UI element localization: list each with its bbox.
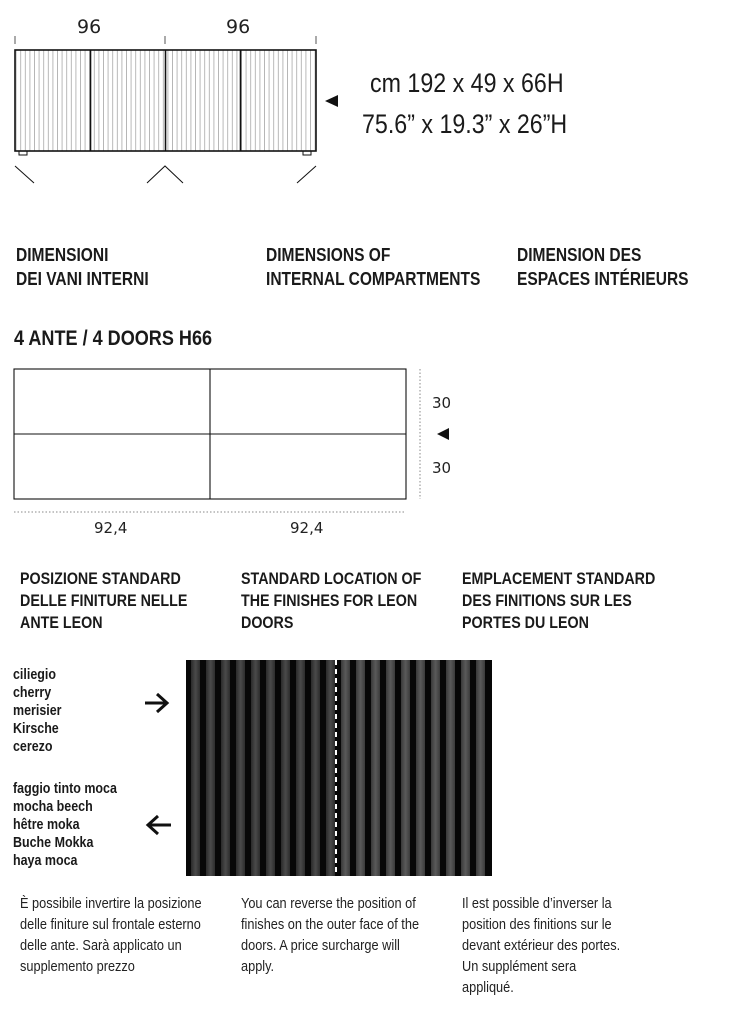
width-right: 92,4	[290, 519, 324, 537]
finish-bottom-labels: faggio tinto moca mocha beech hêtre moka Buche Mokka haya moca	[13, 781, 117, 869]
compartments-title: 4 ANTE / 4 DOORS H66	[14, 327, 213, 350]
wood-slat	[446, 660, 455, 876]
wood-slat	[431, 660, 440, 876]
dimensions-cm: cm 192 x 49 x 66H	[370, 68, 564, 98]
finish-top-labels: ciliegio cherry merisier Kirsche cerezo	[13, 667, 62, 755]
height-top: 30	[432, 394, 452, 412]
wood-slat	[311, 660, 320, 876]
wood-slat	[461, 660, 470, 876]
wood-slat	[326, 660, 335, 876]
wood-slat	[281, 660, 290, 876]
wood-slat	[476, 660, 485, 876]
heading-finish-fr: EMPLACEMENT STANDARD DES FINITIONS SUR LES PORTES DU LEON	[462, 569, 656, 632]
wood-slat	[371, 660, 380, 876]
wood-slat	[191, 660, 200, 876]
module-width-left: 96	[77, 16, 102, 38]
height-bottom: 30	[432, 459, 452, 477]
wood-slat	[251, 660, 260, 876]
wood-slat	[356, 660, 365, 876]
heading-finish-en: STANDARD LOCATION OF THE FINISHES FOR LEON DOORS	[241, 569, 422, 632]
wood-slat	[401, 660, 410, 876]
heading-internal-fr: DIMENSION DES ESPACES INTÉRIEURS	[517, 244, 689, 289]
note-en: You can reverse the position of finishes on the outer face of the doors. A price surcharge will apply.	[241, 896, 420, 975]
dimensions-in: 75.6” x 19.3” x 26”H	[362, 109, 568, 139]
wood-slat	[416, 660, 425, 876]
wood-slat	[206, 660, 215, 876]
wood-slat	[236, 660, 245, 876]
heading-internal-it: DIMENSIONI DEI VANI INTERNI	[16, 244, 149, 289]
wood-slat	[221, 660, 230, 876]
wood-slat	[341, 660, 350, 876]
module-width-right: 96	[226, 16, 251, 38]
wood-slat	[386, 660, 395, 876]
wood-slat	[296, 660, 305, 876]
width-left: 92,4	[94, 519, 128, 537]
heading-finish-it: POSIZIONE STANDARD DELLE FINITURE NELLE ANTE LEON	[20, 569, 188, 632]
wood-slat	[266, 660, 275, 876]
note-it: È possibile invertire la posizione delle finiture sul frontale esterno delle ante. Sarà applicato un supplemento prezzo	[20, 896, 202, 975]
heading-internal-en: DIMENSIONS OF INTERNAL COMPARTMENTS	[266, 244, 481, 289]
note-fr: Il est possible d’inverser la position des finitions sur le devant extérieur des portes. Un supplément sera appliqué.	[462, 896, 621, 996]
